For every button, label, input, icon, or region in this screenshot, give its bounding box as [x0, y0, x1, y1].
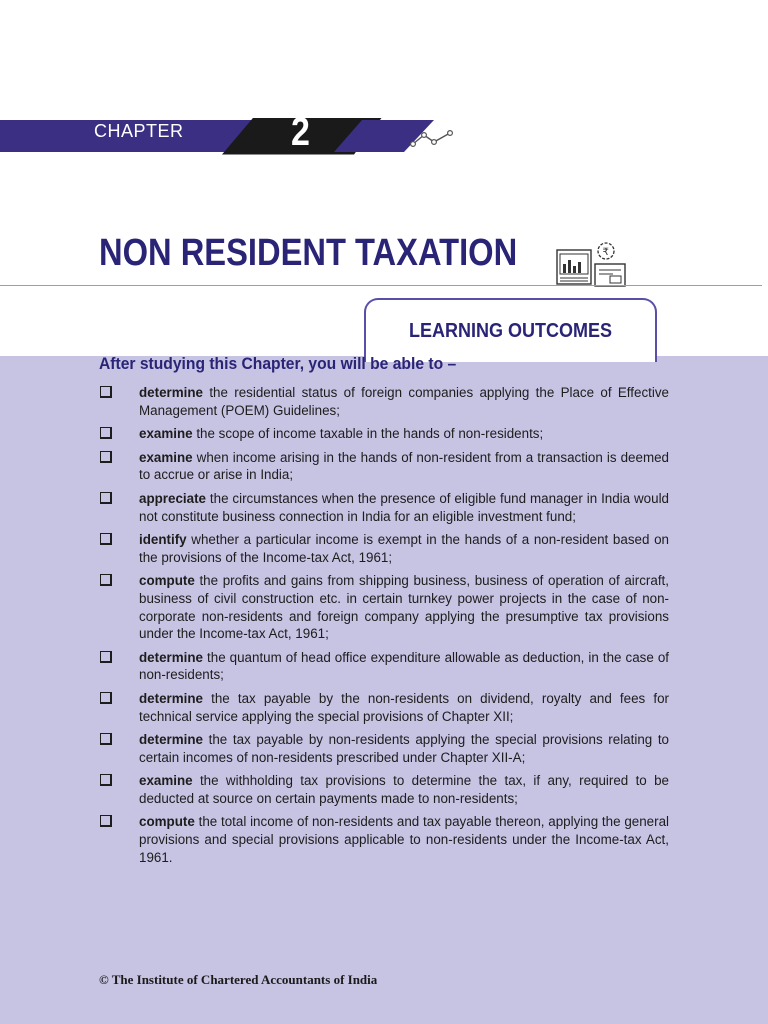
- checkbox-bullet-icon: [100, 451, 112, 463]
- outcome-item: [99, 731, 669, 766]
- outcome-item: [99, 490, 669, 525]
- outcome-text: the residential status of foreign companies applying the Place of Effective Management (POEM) Guidelines;: [139, 385, 669, 418]
- checkbox-bullet-icon: [100, 427, 112, 439]
- outcome-text: the tax payable by the non-residents on dividend, royalty and fees for technical service applying the special provisions of Chapter XII;: [139, 690, 669, 724]
- outcome-text: the total income of non-residents and tax payable thereon, applying the general provisions and special provisions applicable to non-residents under the Income-tax Act, 1961.: [139, 814, 669, 865]
- chart-squiggle-icon: [410, 128, 456, 150]
- checkbox-bullet-icon: [100, 692, 112, 704]
- chapter-label: CHAPTER: [94, 121, 184, 141]
- checkbox-bullet-icon: [100, 774, 112, 786]
- outcome-verb: determine: [139, 690, 203, 706]
- footer-copyright: © The Institute of Chartered Accountants of India: [99, 972, 378, 987]
- outcome-verb: examine: [139, 426, 193, 442]
- checkbox-bullet-icon: [100, 574, 112, 586]
- outcome-text: the profits and gains from shipping business, business of operation of aircraft, business of civil construction etc. in certain turnkey power projects in the case of non-corporate non-residents and foreign company applying the presumptive tax provisions under the Income-tax Act, 1961;: [139, 573, 669, 642]
- outcome-text: the scope of income taxable in the hands of non-residents;: [192, 426, 544, 442]
- outcome-verb: compute: [139, 814, 195, 830]
- checkbox-bullet-icon: [100, 815, 112, 827]
- outcome-item: [99, 384, 669, 419]
- outcome-item: [99, 772, 669, 807]
- title-rule: [0, 285, 762, 286]
- chapter-number: 2: [291, 110, 310, 154]
- outcome-text: the withholding tax provisions to determine the tax, if any, required to be deducted at source on certain payments made to non-residents;: [139, 773, 669, 806]
- learning-outcomes-title: LEARNING OUTCOMES: [408, 320, 613, 342]
- outcome-text: whether a particular income is exempt in the hands of a non-resident based on the provisions of the Income-tax Act, 1961;: [139, 532, 669, 565]
- outcomes-intro: After studying this Chapter, you will be able to –: [99, 354, 457, 373]
- outcome-item: [99, 449, 669, 484]
- outcome-text: the quantum of head office expenditure allowable as deduction, in the case of non-residents;: [139, 649, 669, 683]
- page-title: NON RESIDENT TAXATION: [99, 232, 518, 274]
- outcome-item: [99, 572, 669, 642]
- outcome-item: [99, 690, 669, 725]
- svg-text:₹: ₹: [602, 247, 609, 258]
- checkbox-bullet-icon: [100, 651, 112, 663]
- outcome-item: [99, 531, 669, 566]
- checkbox-bullet-icon: [100, 533, 112, 545]
- outcomes-list: [99, 384, 669, 872]
- outcome-verb: appreciate: [139, 490, 206, 506]
- document-rupee-icon: [555, 240, 629, 288]
- outcome-verb: determine: [139, 385, 203, 400]
- outcome-text: the circumstances when the presence of eligible fund manager in India would not constitute business connection in India for an eligible investment fund;: [139, 490, 669, 524]
- outcome-verb: determine: [139, 649, 203, 665]
- outcome-verb: determine: [139, 732, 203, 748]
- outcome-verb: examine: [139, 449, 193, 465]
- outcome-verb: identify: [139, 532, 187, 548]
- outcome-verb: examine: [139, 773, 193, 789]
- outcome-text: the tax payable by non-residents applying the special provisions relating to certain incomes of non-residents prescribed under Chapter XII-A;: [139, 732, 669, 765]
- chapter-band-graphic: [0, 118, 440, 156]
- learning-outcomes-tab: [364, 298, 657, 362]
- checkbox-bullet-icon: [100, 492, 112, 504]
- checkbox-bullet-icon: [100, 386, 112, 398]
- outcome-item: [99, 649, 669, 684]
- outcome-text: when income arising in the hands of non-resident from a transaction is deemed to accrue or arise in India;: [139, 449, 669, 483]
- outcome-verb: compute: [139, 573, 195, 589]
- chapter-band: [0, 118, 440, 156]
- checkbox-bullet-icon: [100, 733, 112, 745]
- outcome-item: [99, 425, 669, 443]
- outcome-item: [99, 813, 669, 866]
